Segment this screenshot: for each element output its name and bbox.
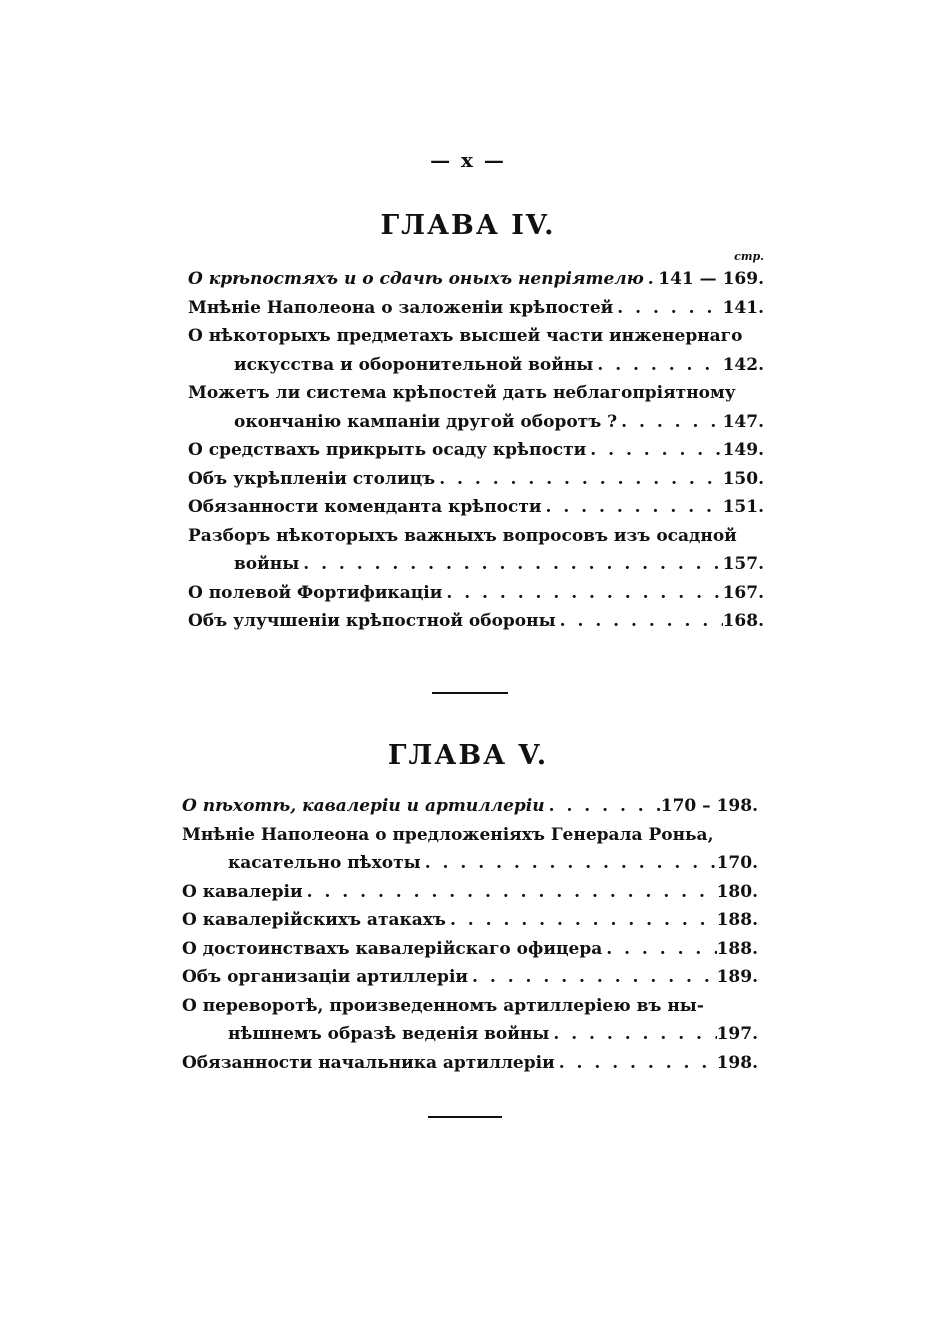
toc-entry-title: касательно пѣхоты xyxy=(228,853,421,873)
toc-entry-page: 141 — 169. xyxy=(658,269,764,289)
toc-entry-title: О полевой Фортификаціи xyxy=(188,582,443,603)
toc-entry-title: О пѣхотѣ, кавалеріи и артиллеріи xyxy=(182,796,545,816)
dot-leader xyxy=(613,294,722,323)
dot-leader xyxy=(442,579,722,608)
toc-entry-page: 170 – 198. xyxy=(660,796,758,816)
chapter-title: ГЛАВА V. xyxy=(387,740,549,771)
toc-entry xyxy=(182,1049,758,1078)
dot-leader xyxy=(586,436,722,465)
toc-entry-title: О переворотѣ, произведенномъ артиллеріею въ ны- xyxy=(182,995,704,1016)
toc-entry xyxy=(182,935,758,964)
dot-leader xyxy=(555,1049,717,1078)
toc-entry-title: искусства и оборонительной войны xyxy=(234,354,594,375)
toc-entry-page: 198. xyxy=(716,1052,758,1073)
toc-entry-title: войны xyxy=(234,554,300,574)
page-column-label: стр. xyxy=(734,250,764,263)
toc-entry-page: 170. xyxy=(716,853,758,873)
section-divider xyxy=(432,692,508,694)
toc-entry-title: Можетъ ли система крѣпостей дать неблагопріятному xyxy=(188,383,736,403)
toc-entry-page: 180. xyxy=(716,881,758,902)
dot-leader xyxy=(545,792,661,821)
page-number: — x — xyxy=(430,148,506,172)
toc-entry-page: 197. xyxy=(716,1024,758,1044)
toc-entry xyxy=(188,265,764,294)
toc-entry xyxy=(188,322,764,351)
dot-leader xyxy=(593,351,722,380)
toc-entry-page: 142. xyxy=(722,354,764,375)
toc-section xyxy=(188,249,764,636)
toc-entry xyxy=(188,522,764,551)
dot-leader xyxy=(435,465,722,494)
toc-entry-page: 147. xyxy=(722,411,764,432)
dot-leader xyxy=(303,878,717,907)
toc-entry-page: 188. xyxy=(716,938,758,959)
toc-entry-page: 157. xyxy=(722,554,764,574)
toc-entry-page: 188. xyxy=(716,910,758,930)
toc-entry xyxy=(188,493,764,522)
toc-entry-page: 149. xyxy=(722,440,764,460)
toc-entry-page: 141. xyxy=(722,297,764,318)
toc-entry-title: О средствахъ прикрыть осаду крѣпости xyxy=(188,440,587,460)
toc-entry xyxy=(182,963,758,992)
toc-entry-page: 189. xyxy=(716,967,758,987)
toc-entry-title: Мнѣніе Наполеона о предложеніяхъ Генерала Роньа, xyxy=(182,824,714,845)
toc-entry-title: Обязанности начальника артиллеріи xyxy=(182,1052,555,1073)
toc-entry-title: О кавалерійскихъ атакахъ xyxy=(182,910,446,930)
toc-entry-title: Объ организаціи артиллеріи xyxy=(182,967,469,987)
dot-leader xyxy=(602,935,716,964)
toc-entry-page: 150. xyxy=(722,468,764,489)
dot-leader xyxy=(542,493,723,522)
toc-entry xyxy=(182,1020,758,1049)
toc-entry xyxy=(188,408,764,437)
toc-entry xyxy=(188,579,764,608)
toc-entry xyxy=(188,436,764,465)
section-divider xyxy=(428,1116,502,1118)
dot-leader xyxy=(549,1020,716,1049)
toc-entry xyxy=(188,294,764,323)
dot-leader xyxy=(644,265,659,294)
toc-entry-title: Обязанности коменданта крѣпости xyxy=(188,497,542,517)
toc-entry-page: 168. xyxy=(722,611,764,631)
toc-entry-title: нѣшнемъ образѣ веденія войны xyxy=(228,1024,550,1044)
toc-entry xyxy=(182,878,758,907)
toc-entry-page: 151. xyxy=(722,497,764,517)
toc-entry-title: Объ укрѣпленіи столицъ xyxy=(188,468,436,489)
toc-entry xyxy=(182,821,758,850)
toc-section xyxy=(182,792,758,1077)
chapter-title: ГЛАВА IV. xyxy=(380,210,556,241)
dot-leader xyxy=(446,906,717,935)
toc-entry-title: Мнѣніе Наполеона о заложеніи крѣпостей xyxy=(188,297,614,318)
toc-entry-title: Объ улучшеніи крѣпостной обороны xyxy=(188,611,556,631)
toc-entry xyxy=(182,906,758,935)
dot-leader xyxy=(468,963,717,992)
toc-entry xyxy=(188,550,764,579)
toc-entry-title: О кавалеріи xyxy=(182,881,303,902)
toc-entry xyxy=(182,792,758,821)
toc-entry-title: окончанію кампаніи другой оборотъ ? xyxy=(234,411,618,432)
dot-leader xyxy=(421,849,717,878)
toc-entry-page: 167. xyxy=(722,582,764,603)
toc-entry xyxy=(182,849,758,878)
toc-entry xyxy=(188,379,764,408)
toc-entry xyxy=(182,992,758,1021)
toc-entry-title: Разборъ нѣкоторыхъ важныхъ вопросовъ изъ осадной xyxy=(188,525,737,546)
toc-entry-title: О нѣкоторыхъ предметахъ высшей части инженернаго xyxy=(188,326,743,346)
toc-entry xyxy=(188,465,764,494)
toc-entry-title: О достоинствахъ кавалерійскаго офицера xyxy=(182,938,603,959)
toc-entry xyxy=(188,607,764,636)
dot-leader xyxy=(299,550,722,579)
dot-leader xyxy=(617,408,722,437)
toc-entry xyxy=(188,351,764,380)
dot-leader xyxy=(556,607,723,636)
toc-entry-title: О крѣпостяхъ и о сдачѣ оныхъ непріятелю xyxy=(188,269,644,289)
